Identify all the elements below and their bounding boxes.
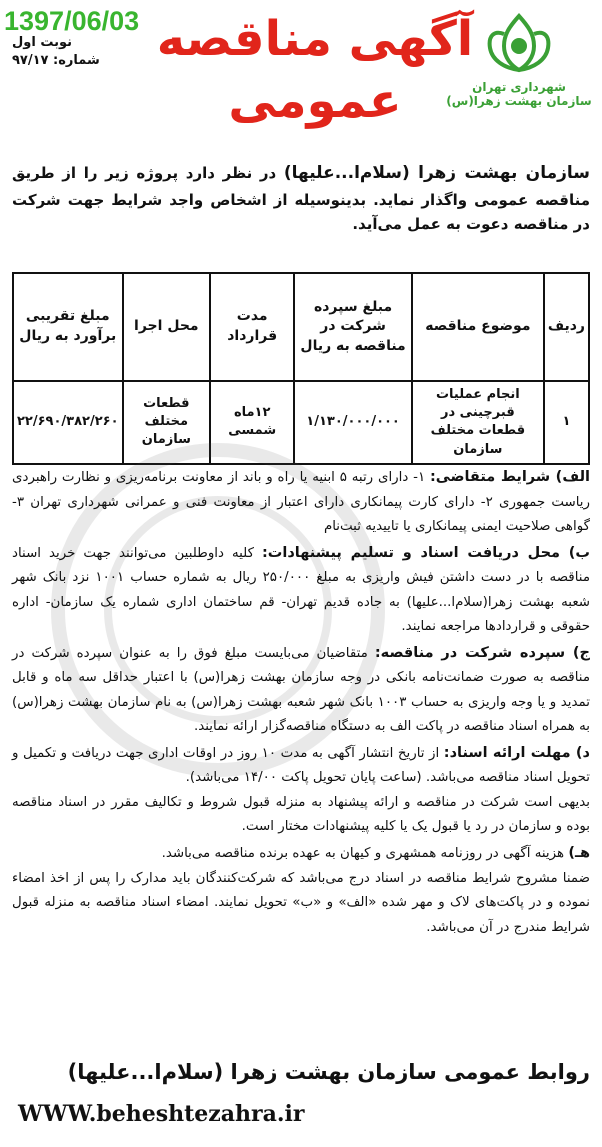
notice-info — [12, 34, 100, 69]
conditions-text — [12, 464, 590, 940]
section-b — [12, 540, 590, 640]
section-a — [12, 464, 590, 540]
table-row — [13, 381, 589, 464]
header-deposit: مبلغ سپرده شرکت در مناقصه به ریال — [294, 273, 412, 381]
section-c-text: متقاضیان می‌بایست مبلغ فوق را به عنوان سپرده شرکت در مناقصه به صورت ضمانت‌نامه بانکی در وجه سازمان بهشت زهرا(س) با اعتبار حداقل سه ماه و قابل تمدید و یا وجه واریزی به حساب ۱۰۰۳ بانک شهر شعبه بهشت زهرا(س) به نام سازمان بهشت زهرا(س) به همراه اسناد مناقصه در پاکت الف به دستگاه مناقصه‌گزار ارائه نمایند. — [12, 645, 590, 735]
section-c-heading: ج) سپرده شرکت در مناقصه: — [374, 644, 590, 661]
header-subject: موضوع مناقصه — [412, 273, 544, 381]
notice-round: نوبت اول — [12, 35, 73, 50]
header-duration: مدت قرارداد — [210, 273, 294, 381]
intro-lead: سازمان بهشت زهرا (سلام‌ا...علیها) — [283, 163, 590, 183]
cell-subject: انجام عملیات قبرچینی در قطعات مختلف سازمان — [412, 381, 544, 464]
final-paragraph: ضمنا مشروح شرایط مناقصه در اسناد درج می‌باشد که شرکت‌کنندگان باید مدارک را پس از اخذ امضاء نموده و در پاکت‌های لاک و مهر شده «الف» و «ب» تحویل نمایند. امضاء اسناد مناقصه به منزله قبول شرایط مندرج در آن می‌باشد. — [12, 870, 590, 935]
section-b-text: کلیه داوطلبین می‌توانند جهت خرید اسناد مناقصه با در دست داشتن فیش واریزی به مبلغ ۲۵۰/۰۰۰ ریال به شماره حساب ۱۰۰۱ نزد بانک شهر شعبه بهشت زهرا(سلام‌ا...علیها) به جاده قدیم تهران- قم ساختمان اداری شماره یک سازمان- اداره حقوقی و قراردادها مراجعه نمایند. — [12, 545, 591, 635]
note-paragraph: بدیهی است شرکت در مناقصه و ارائه پیشنهاد به منزله قبول شروط و تکالیف مقرر در اسناد مناقصه بوده و سازمان در رد یا قبول یک یا کلیه پیشنهادات مختار است. — [12, 794, 590, 835]
header-row-no: ردیف — [544, 273, 589, 381]
title-line-1: آگهی مناقصه — [156, 11, 474, 67]
intro-paragraph — [12, 160, 590, 236]
organization-logo — [444, 12, 594, 108]
tulip-logo-icon — [482, 12, 556, 74]
section-d — [12, 740, 590, 791]
intro-text: در نظر دارد پروژه زیر را از طریق مناقصه عمومی واگذار نماید. بدینوسیله از اشخاص واجد شرایط جهت شرکت در مناقصه دعوت به عمل می‌آید. — [12, 164, 590, 233]
cell-estimate: ۲۲/۶۹۰/۳۸۲/۲۶۰ — [13, 381, 123, 464]
section-b-heading: ب) محل دریافت اسناد و تسلیم پیشنهادات: — [261, 544, 591, 561]
date-stamp: 1397/06/03 — [4, 6, 140, 36]
header-location: محل اجرا — [123, 273, 211, 381]
notice-number: شماره: ۹۷/۱۷ — [12, 52, 100, 68]
tender-table — [12, 272, 590, 465]
org-name-beheshtezahra: سازمان بهشت زهرا(س) — [446, 94, 592, 108]
notice-title — [150, 8, 480, 133]
cell-row-no: ۱ — [544, 381, 589, 464]
org-name-municipality: شهرداری تهران — [472, 80, 566, 94]
section-a-heading: الف) شرایط متقاضی: — [430, 469, 590, 485]
section-d-heading: د) مهلت ارائه اسناد: — [443, 744, 590, 761]
header-estimate: مبلغ تقریبی برآورد به ریال — [13, 273, 123, 381]
section-h-text: هزینه آگهی در روزنامه همشهری و کیهان به عهده برنده مناقصه می‌باشد. — [161, 845, 569, 861]
section-h — [12, 840, 590, 867]
table-header-row — [13, 273, 589, 381]
section-a-text: ۱- دارای رتبه ۵ ابنیه یا راه و باند از معاونت برنامه‌ریزی و نظارت راهبردی ریاست جمهوری ۲- دارای کارت پیمانکاری دارای اعتبار از معاونت فنی و عمرانی شهرداری تهران ۳- گواهی صلاحیت ایمنی پیمانکاری یا تاییدیه ثبت‌نام — [12, 470, 590, 535]
cell-location: قطعات مختلف سازمان — [123, 381, 211, 464]
cell-duration: ۱۲ماه شمسی — [210, 381, 294, 464]
footer-public-relations: روابط عمومی سازمان بهشت زهرا (سلام‌ا...علیها) — [67, 1060, 590, 1084]
cell-deposit: ۱/۱۳۰/۰۰۰/۰۰۰ — [294, 381, 412, 464]
title-line-2: عمومی — [228, 73, 402, 130]
section-d-text: از تاریخ انتشار آگهی به مدت ۱۰ روز در اوقات اداری جهت دریافت و تکمیل و تحویل اسناد مناقصه می‌باشد. (ساعت پایان تحویل پاکت ۱۴/۰۰ می‌باشد). — [12, 745, 590, 786]
section-h-heading: هـ) — [568, 844, 590, 861]
section-c — [12, 640, 590, 740]
website-link[interactable]: WWW.beheshtezahra.ir — [18, 1101, 305, 1127]
